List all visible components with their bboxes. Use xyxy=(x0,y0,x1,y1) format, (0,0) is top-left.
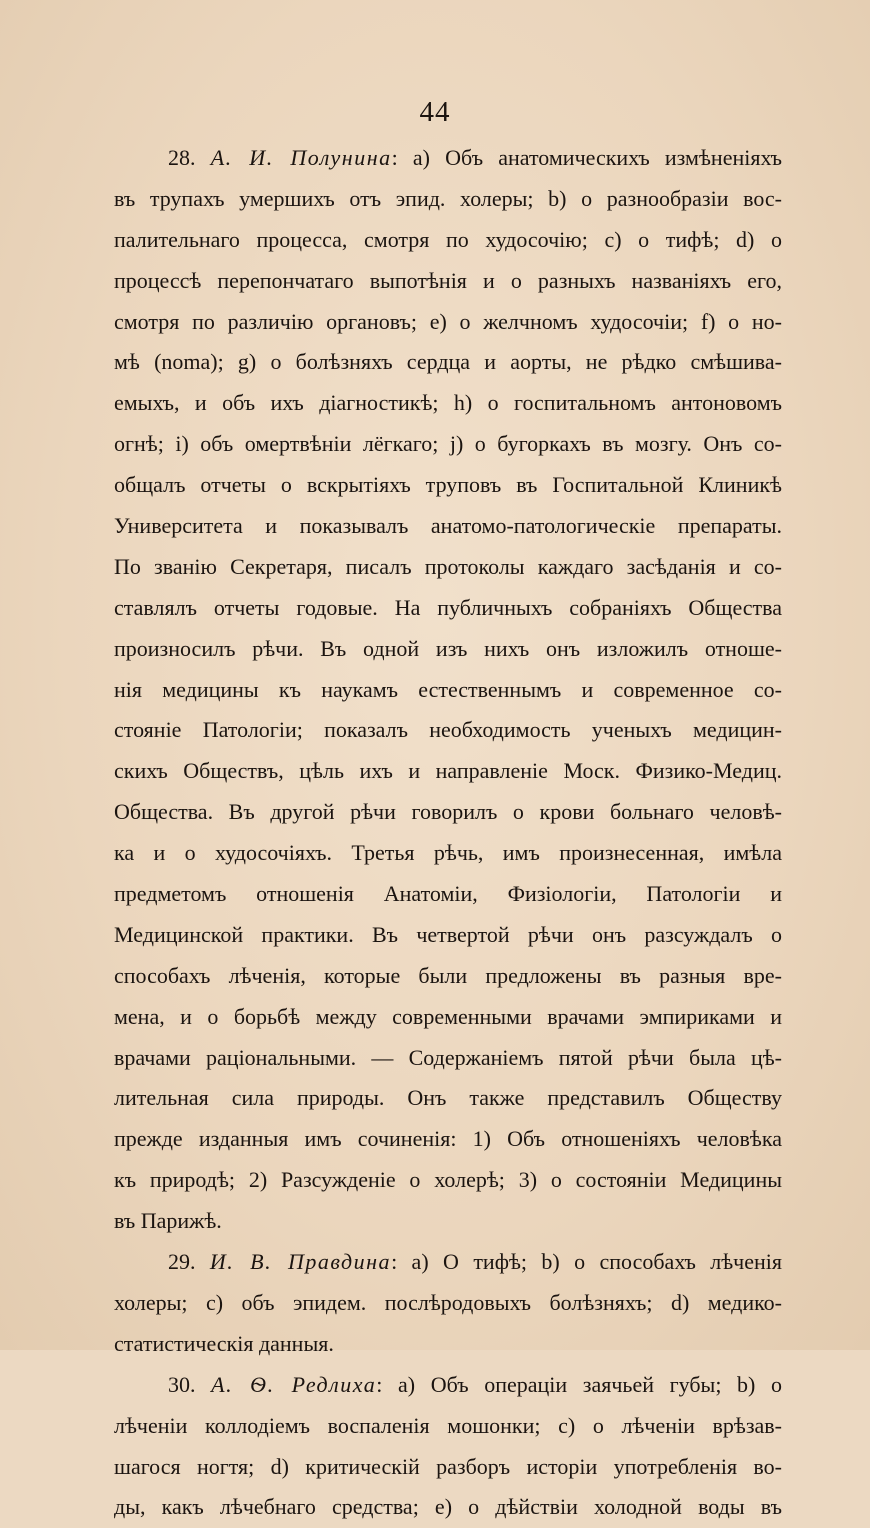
text-line: къ природѣ; 2) Разсужденіе о холерѣ; 3) о состояніи Медицины xyxy=(114,1167,782,1193)
text-line: лительная сила природы. Онъ также представилъ Обществу xyxy=(114,1085,782,1111)
text-line: процессѣ перепончатаго выпотѣнія и о разныхъ названіяхъ его, xyxy=(114,267,782,293)
text-line: въ трупахъ умершихъ отъ эпид. холеры; b) о разнообразіи вос- xyxy=(114,185,782,211)
entry-30-line-1: 30. А. Ѳ. Редлиха: a) Объ операціи заячьей губы; b) о xyxy=(168,1371,783,1397)
text-line: способахъ лѣченія, которые были предложены въ разныя вре- xyxy=(114,962,782,988)
entry-number: 30. xyxy=(168,1371,196,1397)
text-line: смотря по различію органовъ; e) о желчномъ худосочіи; f) о но- xyxy=(114,308,782,334)
text-line: въ Парижѣ. xyxy=(114,1208,222,1234)
text-line: произносилъ рѣчи. Въ одной изъ нихъ онъ изложилъ отноше- xyxy=(114,635,782,661)
text-line: мена, и о борьбѣ между современными врачами эмпириками и xyxy=(114,1003,782,1029)
text-line: нія медицины къ наукамъ естественнымъ и современное со- xyxy=(114,676,782,702)
entry-28-line-1: 28. А. И. Полунина: a) Объ анатомическихъ измѣненіяхъ xyxy=(168,145,783,170)
entry-29-line-1: 29. И. В. Правдина: a) О тифѣ; b) о способахъ лѣченія xyxy=(168,1249,782,1275)
text-line: шагося ногтя; d) критическій разборъ исторіи употребленія во- xyxy=(114,1453,782,1479)
author-name: И. В. Правдина xyxy=(209,1249,392,1275)
text-line: По званію Секретаря, писалъ протоколы каждаго засѣданія и со- xyxy=(114,553,782,579)
text-line: палительнаго процесса, смотря по худосочію; c) о тифѣ; d) о xyxy=(114,226,782,252)
text-line: статистическія данныя. xyxy=(114,1330,334,1356)
text-line: Общества. Въ другой рѣчи говорилъ о крови больнаго человѣ- xyxy=(114,799,782,825)
text-line: лѣченіи коллодіемъ воспаленія мошонки; c) о лѣченіи врѣзав- xyxy=(114,1412,782,1438)
text-line: ка и о худосочіяхъ. Третья рѣчь, имъ произнесенная, имѣла xyxy=(114,840,782,866)
text-line: предметомъ отношенія Анатоміи, Физіологіи, Патологіи и xyxy=(114,881,782,907)
text-line: ставлялъ отчеты годовые. На публичныхъ собраніяхъ Общества xyxy=(114,594,782,620)
text-line: прежде изданныя имъ сочиненія: 1) Объ отношеніяхъ человѣка xyxy=(114,1126,782,1152)
text-line: мѣ (noma); g) о болѣзняхъ сердца и аорты, не рѣдко смѣшива- xyxy=(114,349,782,375)
text-line: врачами раціональными. — Содержаніемъ пятой рѣчи была цѣ- xyxy=(114,1044,782,1070)
text-line: емыхъ, и объ ихъ діагностикѣ; h) о госпитальномъ антоновомъ xyxy=(114,390,782,416)
text-line: огнѣ; i) объ омертвѣніи лёгкаго; j) о бугоркахъ въ мозгу. Онъ со- xyxy=(114,431,782,457)
entry-number: 28. xyxy=(168,145,196,170)
text-line: Университета и показывалъ анатомо-патологическіе препараты. xyxy=(114,513,782,539)
page-number: 44 xyxy=(419,96,451,128)
document-body xyxy=(114,138,782,1528)
text-line: общалъ отчеты о вскрытіяхъ труповъ въ Госпитальной Клиникѣ xyxy=(114,472,782,498)
text-line: Медицинской практики. Въ четвертой рѣчи онъ разсуждалъ о xyxy=(114,921,782,947)
author-name: А. И. Полунина xyxy=(210,145,392,170)
text-line: скихъ Обществъ, цѣль ихъ и направленіе Моск. Физико-Медиц. xyxy=(114,758,782,784)
author-name: А. Ѳ. Редлиха xyxy=(211,1371,377,1397)
text-line: стояніе Патологіи; показалъ необходимость ученыхъ медицин- xyxy=(114,717,782,743)
entry-number: 29. xyxy=(168,1249,196,1275)
text-line: ды, какъ лѣчебнаго средства; e) о дѣйствіи холодной воды въ xyxy=(114,1494,782,1520)
text-line: холеры; c) объ эпидем. послѣродовыхъ болѣзняхъ; d) медико- xyxy=(114,1289,782,1315)
